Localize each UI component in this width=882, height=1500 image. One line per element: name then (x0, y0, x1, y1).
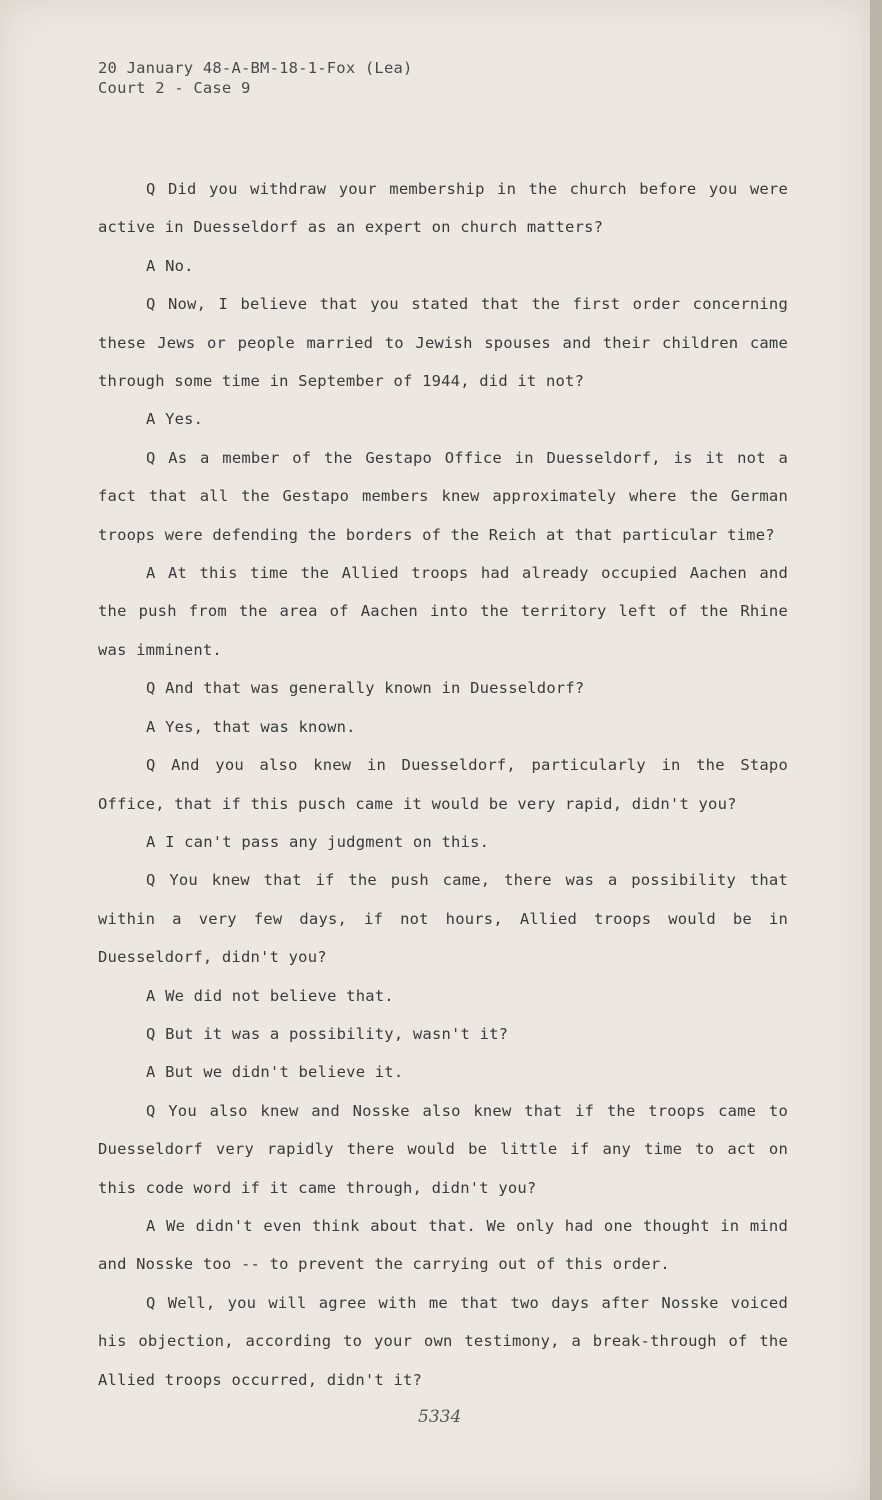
transcript-paragraph: Q Did you withdraw your membership in the church before you were active in Duesseldorf as an expert on church matters? (98, 180, 788, 237)
transcript-paragraph: A At this time the Allied troops had already occupied Aachen and the push from the area of Aachen into the territory left of the Rhine was imminent. (98, 564, 788, 659)
transcript-paragraph: A We did not believe that. (146, 986, 394, 1005)
transcript-paragraph: A I can't pass any judgment on this. (146, 832, 490, 851)
page-number: 5334 (418, 1407, 462, 1427)
transcript-paragraph: A But we didn't believe it. (146, 1063, 404, 1082)
transcript-paragraph: A Yes. (146, 410, 204, 429)
transcript-paragraph: Q You knew that if the push came, there was a possibility that within a very few days, if not hours, Allied troops would be in Duesseldorf, didn't you? (98, 871, 788, 967)
transcript-paragraph: Q Well, you will agree with me that two days after Nosske voiced his objection, according to your own testimony, a break-through of the Allied troops occurred, didn't it? (98, 1293, 788, 1389)
transcript-paragraph: Q As a member of the Gestapo Office in Duesseldorf, is it not a fact that all the Gestapo members knew approximately where the German troops were defending the borders of the Reich at that particular time? (98, 448, 788, 544)
transcript-paragraph: Q You also knew and Nosske also knew that if the troops came to Duesseldorf very rapidly there would be little if any time to act on this code word if it came through, didn't you? (98, 1101, 788, 1197)
transcript-body (98, 170, 788, 1399)
transcript-paragraph: A Yes, that was known. (146, 717, 356, 736)
transcript-paragraph: Q But it was a possibility, wasn't it? (146, 1024, 509, 1043)
transcript-paragraph: Q Now, I believe that you stated that the first order concerning these Jews or people married to Jewish spouses and their children came through some time in September of 1944, did it not? (98, 295, 788, 391)
document-header (98, 58, 413, 98)
transcript-paragraph: Q And that was generally known in Duesseldorf? (146, 679, 585, 698)
transcript-paragraph: A We didn't even think about that. We only had one thought in mind and Nosske too -- to prevent the carrying out of this order. (98, 1216, 788, 1274)
header-court-case: Court 2 - Case 9 (98, 79, 251, 97)
transcript-paragraph: A No. (146, 256, 194, 275)
header-reference: 20 January 48-A-BM-18-1-Fox (Lea) (98, 59, 413, 77)
transcript-paragraph: Q And you also knew in Duesseldorf, particularly in the Stapo Office, that if this pusch came it would be very rapid, didn't you? (98, 756, 788, 813)
